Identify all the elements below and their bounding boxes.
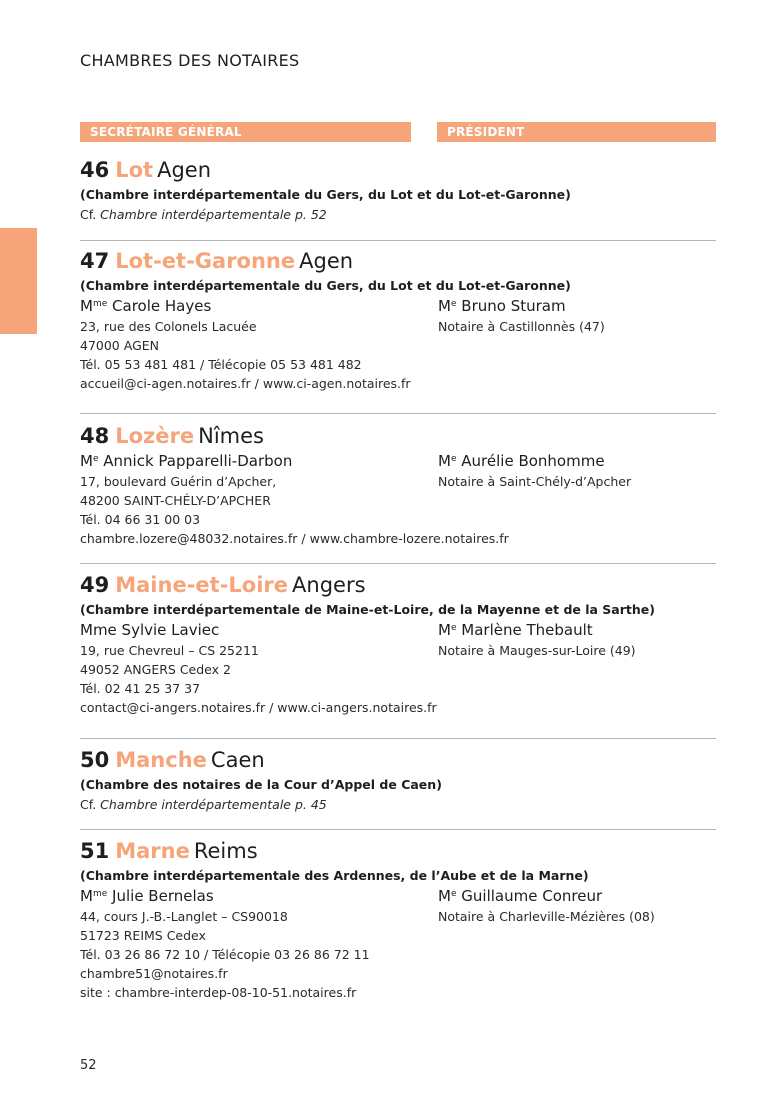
president-role: Notaire à Castillonnès (47) (438, 319, 605, 334)
section-50-manche (80, 745, 716, 815)
dept-name: Lot-et-Garonne (115, 249, 296, 273)
chamber-description: (Chambre des notaires de la Cour d’Appel de Caen) (80, 777, 442, 792)
president-role: Notaire à Saint-Chély-d’Apcher (438, 474, 632, 489)
section-title (80, 421, 716, 451)
secretary-name: Mme Sylvie Laviec (80, 621, 220, 639)
dept-number: 46 (80, 158, 110, 182)
address-line: 23, rue des Colonels Lacuée (80, 319, 257, 334)
section-title (80, 570, 716, 600)
president-role: Notaire à Mauges-sur-Loire (49) (438, 643, 636, 658)
chamber-description: (Chambre interdépartementale de Maine-et-Loire, de la Mayenne et de la Sarthe) (80, 602, 655, 617)
secretary-column-header: SECRÉTAIRE GÉNÉRAL (80, 122, 411, 142)
president-column-header: PRÉSIDENT (437, 122, 716, 142)
president-entry (438, 296, 716, 336)
dept-number: 47 (80, 249, 110, 273)
secretary-entry (80, 620, 437, 717)
secretary-name: $M^{me}$ Carole Hayes (80, 297, 212, 315)
phone-line: Tél. 04 66 31 00 03 (80, 512, 201, 527)
phone-line: Tél. 02 41 25 37 37 (80, 681, 201, 696)
president-entry (438, 886, 716, 926)
president-entry (438, 620, 716, 660)
email-web-line: accueil@ci-agen.notaires.fr / www.ci-agen.notaires.fr (80, 376, 411, 391)
secretary-entry (80, 296, 437, 393)
email-web-line: chambre.lozere@48032.notaires.fr / www.chambre-lozere.notaires.fr (80, 531, 509, 546)
dept-name: Maine-et-Loire (115, 573, 289, 597)
president-role: Notaire à Charleville-Mézières (08) (438, 909, 655, 924)
postal-line: 51723 REIMS Cedex (80, 928, 206, 943)
address-line: 44, cours J.-B.-Langlet – CS90018 (80, 909, 288, 924)
dept-name: Manche (115, 748, 207, 772)
city-name: Nîmes (198, 424, 264, 448)
page-number: 52 (80, 1058, 97, 1073)
chamber-description: (Chambre interdépartementale du Gers, du Lot et du Lot-et-Garonne) (80, 278, 571, 293)
dept-number: 51 (80, 839, 110, 863)
dept-name: Marne (115, 839, 190, 863)
phone-line: Tél. 03 26 86 72 10 / Télécopie 03 26 86 72 11 (80, 947, 370, 962)
cross-reference: Cf. Chambre interdépartementale p. 52 (80, 207, 327, 222)
phone-line: Tél. 05 53 481 481 / Télécopie 05 53 481 482 (80, 357, 362, 372)
page-header-title: CHAMBRES DES NOTAIRES (80, 51, 300, 70)
president-name: Me Marlène Thebault (438, 621, 593, 639)
address-line: 17, boulevard Guérin d’Apcher, (80, 474, 277, 489)
postal-line: 47000 AGEN (80, 338, 160, 353)
section-title (80, 745, 716, 775)
chamber-description: (Chambre interdépartementale des Ardennes, de l’Aube et de la Marne) (80, 868, 589, 883)
chamber-description: (Chambre interdépartementale du Gers, du Lot et du Lot-et-Garonne) (80, 187, 571, 202)
email-web-line: contact@ci-angers.notaires.fr / www.ci-angers.notaires.fr (80, 700, 437, 715)
section-divider (80, 413, 716, 414)
dept-name: Lozère (115, 424, 195, 448)
section-divider (80, 563, 716, 564)
city-name: Angers (292, 573, 366, 597)
section-49-maine-et-loire (80, 570, 716, 717)
section-title (80, 246, 716, 276)
dept-number: 48 (80, 424, 110, 448)
secretary-name: $M^{me}$ Julie Bernelas (80, 887, 214, 905)
section-divider (80, 829, 716, 830)
address-line: 19, rue Chevreul – CS 25211 (80, 643, 259, 658)
section-48-lozere (80, 421, 716, 548)
city-name: Agen (299, 249, 354, 273)
city-name: Agen (157, 158, 212, 182)
dept-number: 49 (80, 573, 110, 597)
president-name: Me Guillaume Conreur (438, 887, 603, 905)
section-46-lot (80, 155, 716, 225)
section-divider (80, 240, 716, 241)
website-line: site : chambre-interdep-08-10-51.notaires.fr (80, 985, 357, 1000)
postal-line: 49052 ANGERS Cedex 2 (80, 662, 231, 677)
section-47-lot-et-garonne (80, 246, 716, 393)
section-divider (80, 738, 716, 739)
secretary-name: Me Annick Papparelli-Darbon (80, 452, 293, 470)
president-entry (438, 451, 716, 491)
section-title (80, 155, 716, 185)
dept-number: 50 (80, 748, 110, 772)
cross-reference: Cf. Chambre interdépartementale p. 45 (80, 797, 327, 812)
president-name: Me Bruno Sturam (438, 297, 566, 315)
dept-name: Lot (115, 158, 154, 182)
president-name: Me Aurélie Bonhomme (438, 452, 605, 470)
side-tab-marker (0, 228, 37, 334)
city-name: Caen (210, 748, 265, 772)
city-name: Reims (193, 839, 258, 863)
section-51-marne (80, 836, 716, 1002)
section-title (80, 836, 716, 866)
email-line: chambre51@notaires.fr (80, 966, 228, 981)
secretary-entry (80, 451, 509, 548)
secretary-entry (80, 886, 437, 1002)
postal-line: 48200 SAINT-CHÉLY-D’APCHER (80, 493, 271, 508)
